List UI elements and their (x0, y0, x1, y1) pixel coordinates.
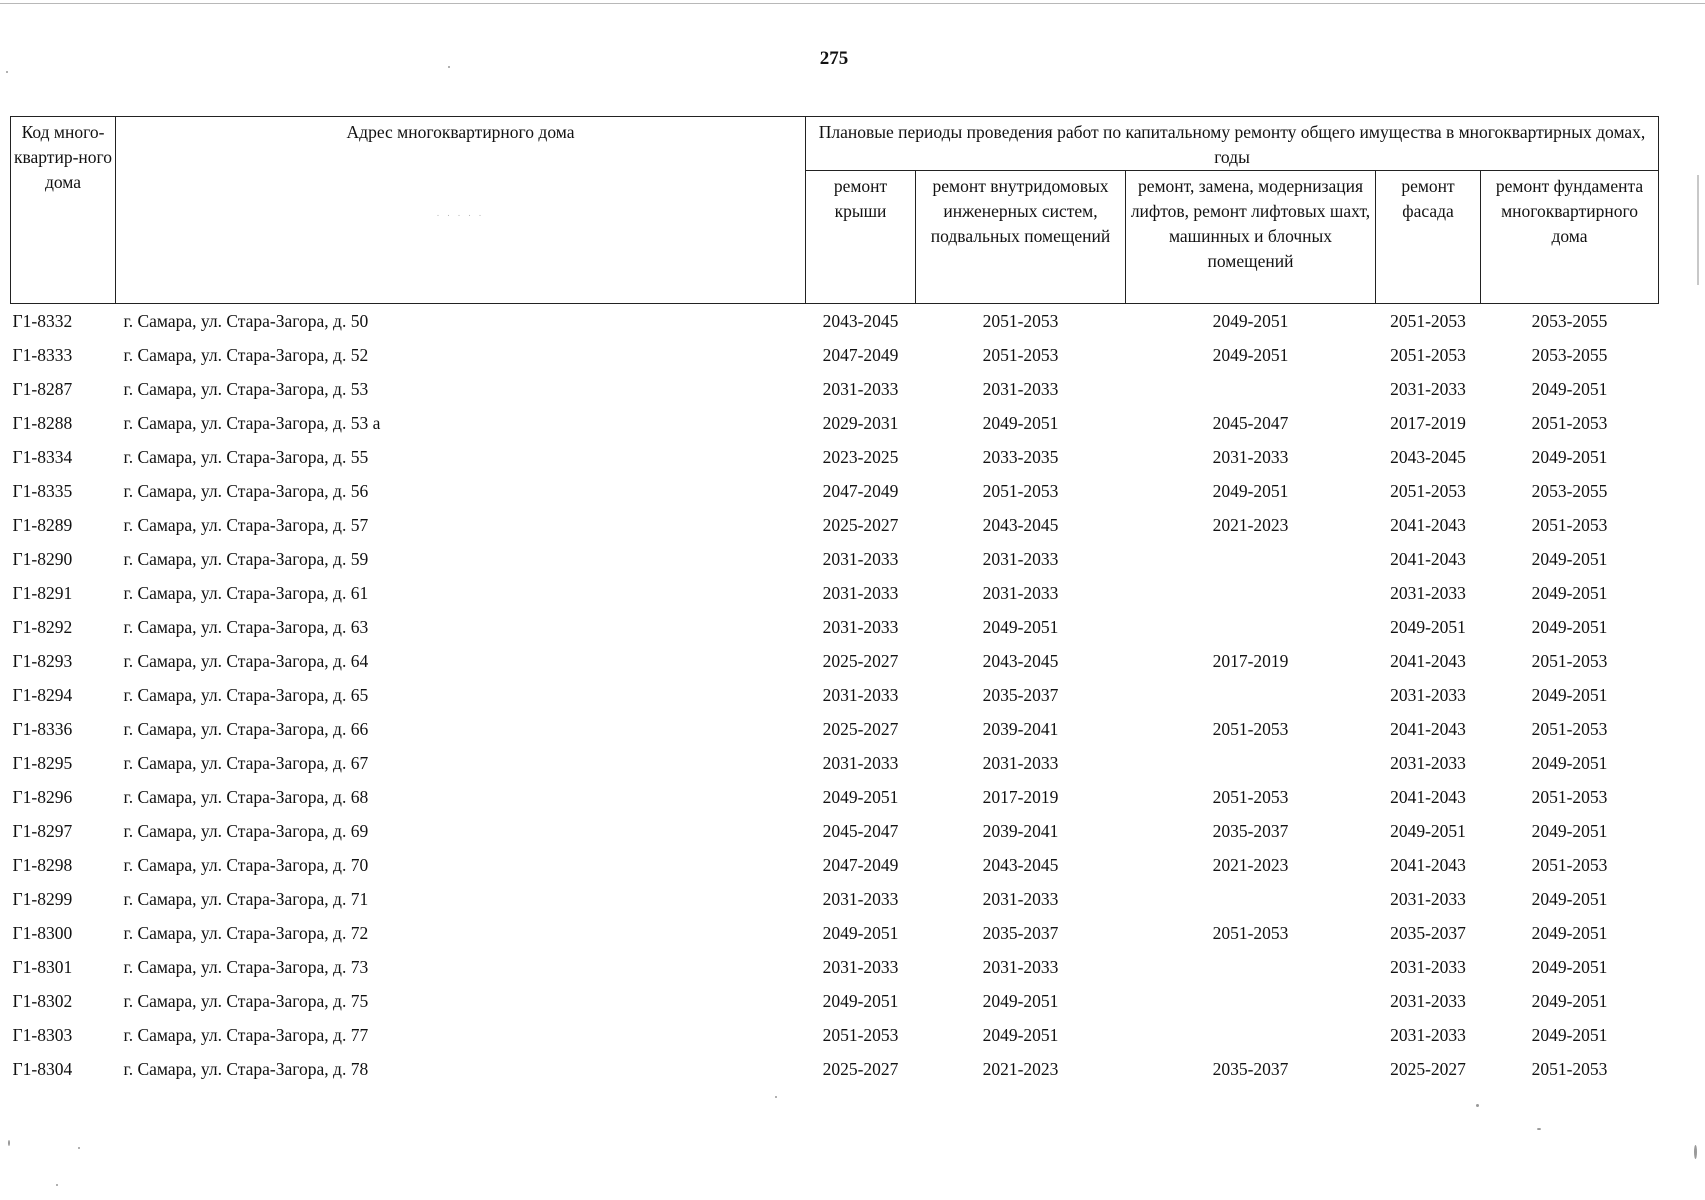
cell-code: Г1-8297 (12, 821, 73, 841)
cell-engineering: 2049-2051 (982, 617, 1059, 637)
cell-code: Г1-8302 (12, 991, 73, 1011)
cell-code: Г1-8292 (12, 617, 73, 637)
cell-roof: 2031-2033 (822, 617, 899, 637)
cell-foundation: 2049-2051 (1531, 753, 1608, 773)
cell-address: г. Самара, ул. Стара-Загора, д. 70 (123, 855, 369, 875)
cell-code: Г1-8290 (12, 549, 73, 569)
cell-address: г. Самара, ул. Стара-Загора, д. 53 а (123, 413, 381, 433)
cell-code: Г1-8289 (12, 515, 73, 535)
header-roof: ремонт крыши (806, 171, 916, 304)
table-row (11, 916, 1659, 950)
table-row (11, 678, 1659, 712)
cell-lifts: 2035-2037 (1212, 821, 1289, 841)
cell-code: Г1-8288 (12, 413, 73, 433)
cell-foundation: 2049-2051 (1531, 685, 1608, 705)
header-address (116, 117, 806, 304)
cell-foundation: 2049-2051 (1531, 379, 1608, 399)
cell-roof: 2025-2027 (822, 515, 899, 535)
cell-facade: 2049-2051 (1390, 617, 1466, 637)
cell-lifts: 2035-2037 (1212, 1059, 1289, 1079)
cell-facade: 2031-2033 (1390, 379, 1466, 399)
cell-code: Г1-8295 (12, 753, 73, 773)
cell-engineering: 2031-2033 (982, 379, 1059, 399)
scan-speck (448, 66, 450, 68)
table-row (11, 610, 1659, 644)
cell-roof: 2031-2033 (822, 685, 899, 705)
cell-lifts: 2017-2019 (1212, 651, 1289, 671)
page-number: 275 (819, 48, 849, 69)
table-row (11, 1018, 1659, 1052)
capital-repair-table (10, 116, 1659, 1086)
header-lifts: ремонт, замена, модернизация лифтов, ремонт лифтовых шахт, машинных и блочных помещений (1126, 171, 1376, 304)
scan-speck (1694, 1145, 1697, 1159)
cell-facade: 2041-2043 (1390, 549, 1466, 569)
scan-speck (1537, 1128, 1541, 1130)
cell-code: Г1-8303 (12, 1025, 73, 1045)
cell-facade: 2035-2037 (1390, 923, 1466, 943)
cell-foundation: 2049-2051 (1531, 821, 1608, 841)
cell-engineering: 2043-2045 (982, 515, 1059, 535)
cell-code: Г1-8335 (12, 481, 73, 501)
cell-foundation: 2053-2055 (1531, 481, 1608, 501)
cell-lifts (1126, 610, 1376, 644)
cell-lifts (1126, 746, 1376, 780)
cell-engineering: 2051-2053 (982, 311, 1059, 331)
header-facade: ремонт фасада (1376, 171, 1481, 304)
cell-code: Г1-8304 (12, 1059, 73, 1079)
cell-roof: 2029-2031 (822, 413, 899, 433)
cell-address: г. Самара, ул. Стара-Загора, д. 71 (123, 889, 369, 909)
cell-address: г. Самара, ул. Стара-Загора, д. 52 (123, 345, 369, 365)
cell-engineering: 2031-2033 (982, 549, 1059, 569)
table-row (11, 406, 1659, 440)
cell-code: Г1-8293 (12, 651, 73, 671)
cell-address: г. Самара, ул. Стара-Загора, д. 55 (123, 447, 369, 467)
cell-foundation: 2049-2051 (1531, 617, 1608, 637)
cell-code: Г1-8332 (12, 311, 73, 331)
cell-facade: 2031-2033 (1390, 583, 1466, 603)
cell-facade: 2049-2051 (1390, 821, 1466, 841)
cell-foundation: 2053-2055 (1531, 311, 1608, 331)
cell-engineering: 2017-2019 (982, 787, 1059, 807)
table-row (11, 848, 1659, 882)
cell-facade: 2043-2045 (1390, 447, 1466, 467)
cell-roof: 2031-2033 (822, 379, 899, 399)
header-engineering: ремонт внутридомовых инженерных систем, подвальных помещений (916, 171, 1126, 304)
scan-speck (8, 1140, 10, 1146)
cell-lifts (1126, 542, 1376, 576)
cell-engineering: 2039-2041 (982, 821, 1059, 841)
cell-roof: 2047-2049 (822, 481, 899, 501)
cell-roof: 2031-2033 (822, 583, 899, 603)
cell-engineering: 2031-2033 (982, 889, 1059, 909)
scan-speck (775, 1096, 777, 1098)
cell-foundation: 2049-2051 (1531, 583, 1608, 603)
cell-code: Г1-8291 (12, 583, 73, 603)
cell-lifts (1126, 1018, 1376, 1052)
cell-code: Г1-8299 (12, 889, 73, 909)
table-row (11, 474, 1659, 508)
cell-facade: 2051-2053 (1390, 311, 1466, 331)
top-edge-line (0, 3, 1705, 4)
header-foundation: ремонт фундамента многоквартирного дома (1481, 171, 1659, 304)
cell-address: г. Самара, ул. Стара-Загора, д. 63 (123, 617, 369, 637)
cell-roof: 2031-2033 (822, 753, 899, 773)
cell-facade: 2031-2033 (1390, 991, 1466, 1011)
scan-speck (78, 1147, 80, 1149)
cell-foundation: 2051-2053 (1531, 719, 1608, 739)
table-header (11, 117, 1659, 304)
cell-facade: 2031-2033 (1390, 685, 1466, 705)
cell-foundation: 2049-2051 (1531, 447, 1608, 467)
cell-code: Г1-8298 (12, 855, 73, 875)
scan-speck (1697, 175, 1699, 285)
cell-roof: 2047-2049 (822, 345, 899, 365)
cell-lifts (1126, 984, 1376, 1018)
cell-facade: 2017-2019 (1390, 413, 1466, 433)
cell-address: г. Самара, ул. Стара-Загора, д. 66 (123, 719, 369, 739)
cell-lifts: 2051-2053 (1212, 923, 1289, 943)
cell-code: Г1-8294 (12, 685, 73, 705)
cell-facade: 2025-2027 (1390, 1059, 1466, 1079)
cell-roof: 2049-2051 (822, 923, 899, 943)
table-row (11, 814, 1659, 848)
cell-lifts: 2045-2047 (1212, 413, 1289, 433)
cell-roof: 2049-2051 (822, 787, 899, 807)
table-row (11, 780, 1659, 814)
cell-code: Г1-8333 (12, 345, 73, 365)
header-code: Код много-квартир-ного дома (11, 117, 116, 304)
cell-roof: 2031-2033 (822, 889, 899, 909)
cell-lifts: 2049-2051 (1212, 345, 1289, 365)
cell-foundation: 2051-2053 (1531, 1059, 1608, 1079)
cell-address: г. Самара, ул. Стара-Загора, д. 68 (123, 787, 369, 807)
cell-engineering: 2043-2045 (982, 855, 1059, 875)
cell-code: Г1-8287 (12, 379, 73, 399)
cell-address: г. Самара, ул. Стара-Загора, д. 50 (123, 311, 369, 331)
cell-code: Г1-8334 (12, 447, 73, 467)
cell-facade: 2051-2053 (1390, 481, 1466, 501)
header-planned-periods: Плановые периоды проведения работ по капитальному ремонту общего имущества в многоквартирных домах, годы (806, 117, 1659, 171)
cell-foundation: 2051-2053 (1531, 515, 1608, 535)
cell-facade: 2041-2043 (1390, 787, 1466, 807)
header-address-label: Адрес многоквартирного дома (346, 122, 575, 142)
cell-facade: 2031-2033 (1390, 1025, 1466, 1045)
cell-address: г. Самара, ул. Стара-Загора, д. 57 (123, 515, 369, 535)
cell-code: Г1-8300 (12, 923, 73, 943)
cell-foundation: 2051-2053 (1531, 413, 1608, 433)
cell-roof: 2025-2027 (822, 719, 899, 739)
cell-roof: 2031-2033 (822, 549, 899, 569)
cell-roof: 2025-2027 (822, 1059, 899, 1079)
cell-roof: 2045-2047 (822, 821, 899, 841)
cell-engineering: 2049-2051 (982, 413, 1059, 433)
cell-facade: 2041-2043 (1390, 855, 1466, 875)
cell-engineering: 2035-2037 (982, 685, 1059, 705)
cell-address: г. Самара, ул. Стара-Загора, д. 59 (123, 549, 369, 569)
cell-foundation: 2049-2051 (1531, 957, 1608, 977)
cell-lifts: 2021-2023 (1212, 515, 1289, 535)
cell-foundation: 2049-2051 (1531, 1025, 1608, 1045)
cell-facade: 2031-2033 (1390, 957, 1466, 977)
cell-lifts: 2051-2053 (1212, 719, 1289, 739)
cell-lifts: 2021-2023 (1212, 855, 1289, 875)
scan-speck (6, 71, 8, 73)
cell-roof: 2031-2033 (822, 957, 899, 977)
cell-engineering: 2049-2051 (982, 991, 1059, 1011)
cell-address: г. Самара, ул. Стара-Загора, д. 61 (123, 583, 369, 603)
cell-engineering: 2035-2037 (982, 923, 1059, 943)
cell-roof: 2023-2025 (822, 447, 899, 467)
cell-roof: 2025-2027 (822, 651, 899, 671)
cell-address: г. Самара, ул. Стара-Загора, д. 73 (123, 957, 369, 977)
table-row (11, 950, 1659, 984)
cell-engineering: 2039-2041 (982, 719, 1059, 739)
cell-roof: 2047-2049 (822, 855, 899, 875)
table-row (11, 882, 1659, 916)
cell-address: г. Самара, ул. Стара-Загора, д. 64 (123, 651, 369, 671)
cell-facade: 2041-2043 (1390, 651, 1466, 671)
cell-engineering: 2043-2045 (982, 651, 1059, 671)
cell-address: г. Самара, ул. Стара-Загора, д. 77 (123, 1025, 369, 1045)
table-row (11, 338, 1659, 372)
cell-lifts: 2031-2033 (1212, 447, 1289, 467)
cell-lifts: 2049-2051 (1212, 311, 1289, 331)
cell-foundation: 2051-2053 (1531, 787, 1608, 807)
cell-lifts (1126, 576, 1376, 610)
table-row (11, 712, 1659, 746)
table-row (11, 508, 1659, 542)
cell-lifts: 2051-2053 (1212, 787, 1289, 807)
table-row (11, 304, 1659, 339)
cell-lifts: 2049-2051 (1212, 481, 1289, 501)
cell-engineering: 2031-2033 (982, 957, 1059, 977)
cell-facade: 2031-2033 (1390, 753, 1466, 773)
cell-engineering: 2049-2051 (982, 1025, 1059, 1045)
cell-facade: 2041-2043 (1390, 515, 1466, 535)
cell-address: г. Самара, ул. Стара-Загора, д. 75 (123, 991, 369, 1011)
cell-engineering: 2021-2023 (982, 1059, 1059, 1079)
table-row (11, 372, 1659, 406)
cell-address: г. Самара, ул. Стара-Загора, д. 65 (123, 685, 369, 705)
table-row (11, 576, 1659, 610)
cell-lifts (1126, 882, 1376, 916)
cell-address: г. Самара, ул. Стара-Загора, д. 69 (123, 821, 369, 841)
cell-foundation: 2049-2051 (1531, 549, 1608, 569)
scan-noise: . . . . . (436, 208, 485, 218)
cell-foundation: 2053-2055 (1531, 345, 1608, 365)
cell-address: г. Самара, ул. Стара-Загора, д. 78 (123, 1059, 369, 1079)
cell-foundation: 2051-2053 (1531, 651, 1608, 671)
cell-address: г. Самара, ул. Стара-Загора, д. 67 (123, 753, 369, 773)
cell-engineering: 2031-2033 (982, 583, 1059, 603)
cell-facade: 2051-2053 (1390, 345, 1466, 365)
cell-code: Г1-8336 (12, 719, 73, 739)
table-row (11, 542, 1659, 576)
scan-speck (1476, 1104, 1479, 1107)
cell-roof: 2051-2053 (822, 1025, 899, 1045)
cell-foundation: 2049-2051 (1531, 889, 1608, 909)
cell-engineering: 2051-2053 (982, 481, 1059, 501)
table-row (11, 644, 1659, 678)
table-row (11, 440, 1659, 474)
scan-speck (56, 1184, 58, 1186)
cell-facade: 2031-2033 (1390, 889, 1466, 909)
cell-address: г. Самара, ул. Стара-Загора, д. 56 (123, 481, 369, 501)
table-body (11, 304, 1659, 1087)
cell-engineering: 2031-2033 (982, 753, 1059, 773)
cell-lifts (1126, 950, 1376, 984)
cell-foundation: 2049-2051 (1531, 991, 1608, 1011)
cell-code: Г1-8301 (12, 957, 73, 977)
cell-lifts (1126, 372, 1376, 406)
cell-foundation: 2051-2053 (1531, 855, 1608, 875)
cell-address: г. Самара, ул. Стара-Загора, д. 53 (123, 379, 369, 399)
cell-roof: 2043-2045 (822, 311, 899, 331)
cell-lifts (1126, 678, 1376, 712)
cell-engineering: 2033-2035 (982, 447, 1059, 467)
cell-foundation: 2049-2051 (1531, 923, 1608, 943)
table-row (11, 984, 1659, 1018)
cell-engineering: 2051-2053 (982, 345, 1059, 365)
cell-roof: 2049-2051 (822, 991, 899, 1011)
cell-code: Г1-8296 (12, 787, 73, 807)
cell-facade: 2041-2043 (1390, 719, 1466, 739)
cell-address: г. Самара, ул. Стара-Загора, д. 72 (123, 923, 369, 943)
table-row (11, 746, 1659, 780)
table-row (11, 1052, 1659, 1086)
